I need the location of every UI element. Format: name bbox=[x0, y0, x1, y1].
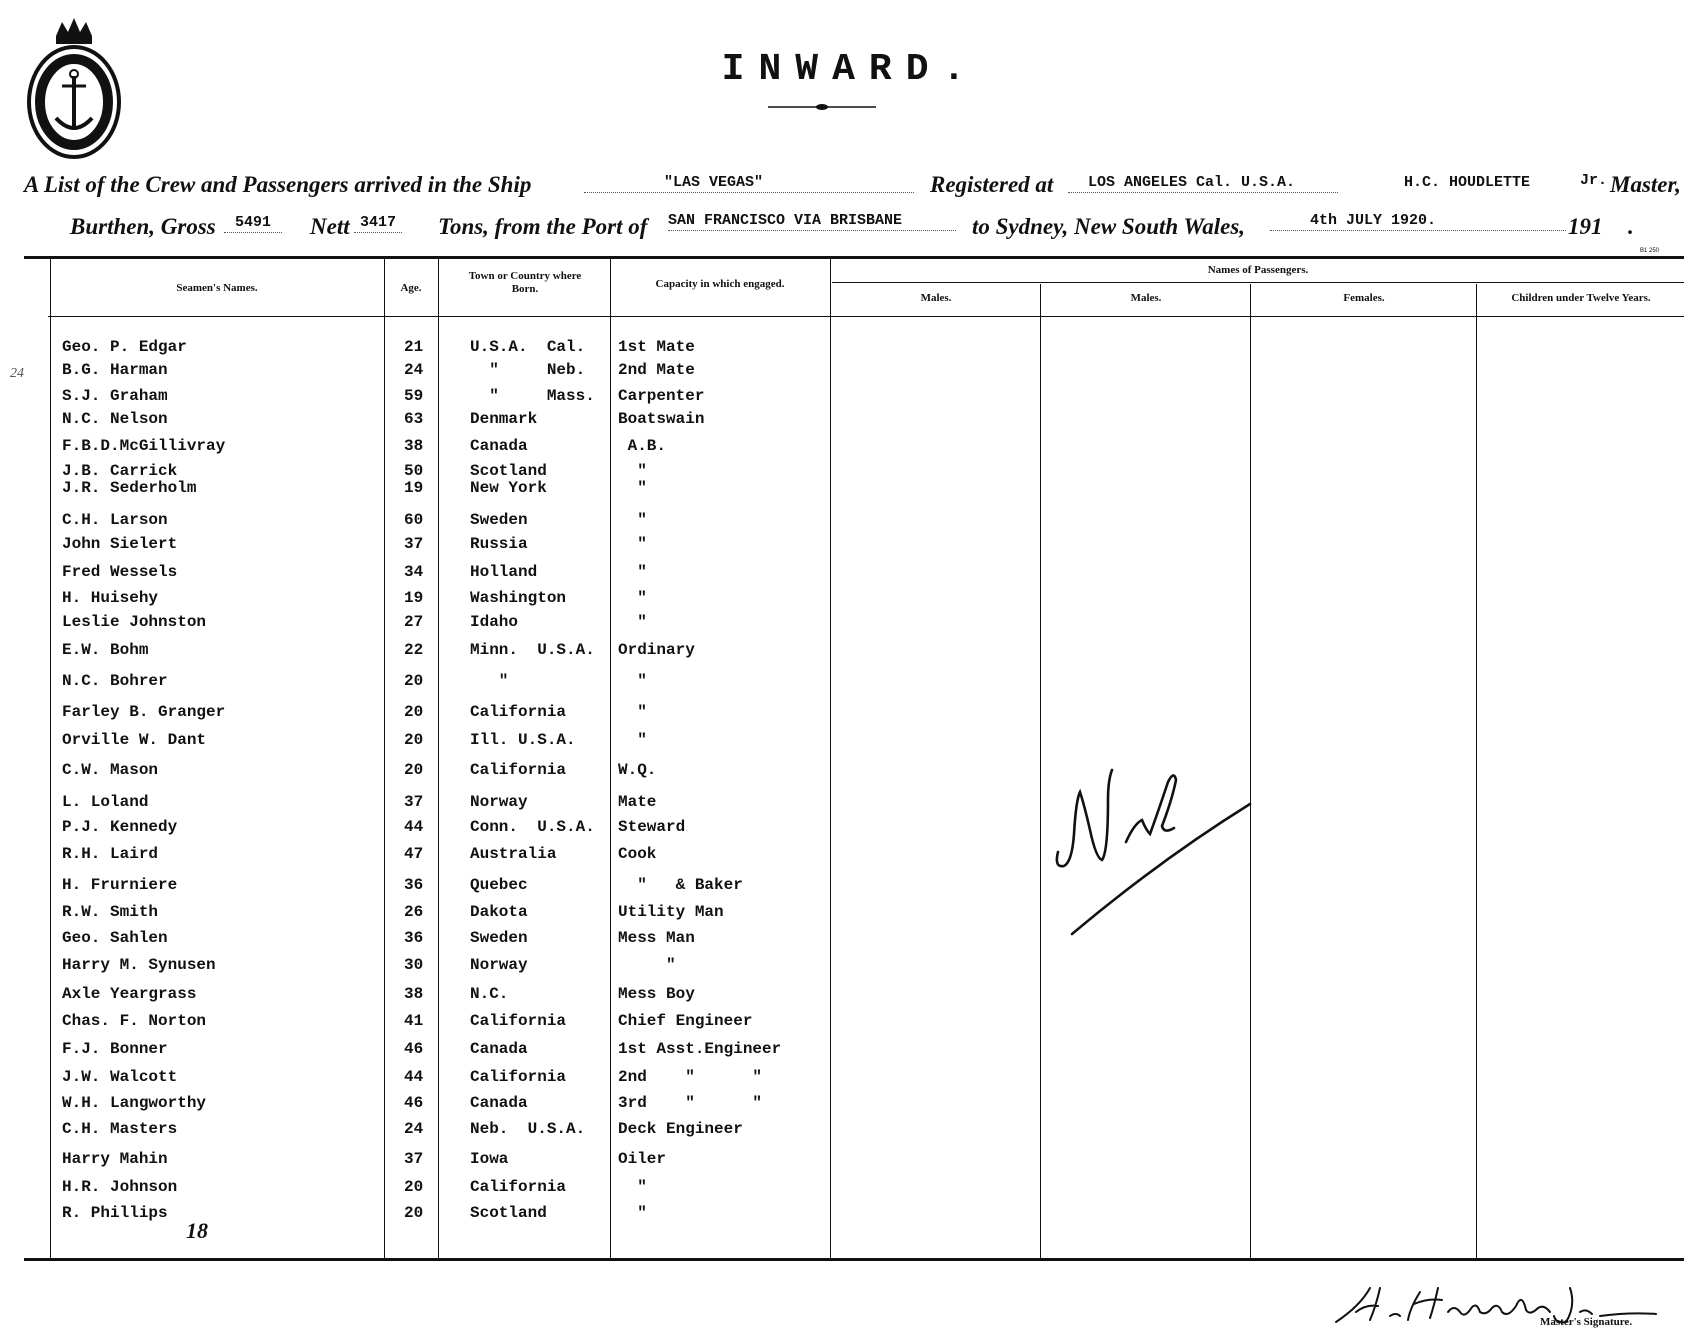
nil-passengers-handwriting bbox=[1050, 760, 1260, 940]
column-divider bbox=[610, 258, 611, 1258]
col-females: Females. bbox=[1343, 292, 1385, 304]
crew-capacity: " bbox=[618, 1178, 647, 1196]
crew-capacity: Oiler bbox=[618, 1150, 667, 1168]
crew-capacity: " bbox=[618, 731, 647, 749]
list-label: A List of the Crew and Passengers arrived in the Ship bbox=[24, 172, 532, 197]
crew-capacity: Mess Boy bbox=[618, 985, 695, 1003]
crew-age: 37 bbox=[404, 1150, 424, 1168]
crew-age: 36 bbox=[404, 929, 424, 947]
crew-capacity: Boatswain bbox=[618, 410, 705, 428]
tons-label: Tons, from the Port of bbox=[438, 214, 648, 239]
crew-birthplace: Idaho bbox=[470, 613, 519, 631]
crew-capacity: Utility Man bbox=[618, 903, 724, 921]
col-age: Age. bbox=[400, 282, 422, 294]
column-divider bbox=[1476, 284, 1477, 1258]
crew-age: 19 bbox=[404, 479, 424, 497]
crew-capacity: " bbox=[618, 672, 647, 690]
crew-age: 38 bbox=[404, 437, 424, 455]
crew-birthplace: N.C. bbox=[470, 985, 509, 1003]
form-number: B1 250 bbox=[1640, 248, 1660, 254]
crew-name: H.R. Johnson bbox=[62, 1178, 178, 1196]
title-ornament-rule bbox=[768, 102, 876, 112]
crew-capacity: " bbox=[618, 703, 647, 721]
crew-name: F.J. Bonner bbox=[62, 1040, 168, 1058]
crew-capacity: 2nd Mate bbox=[618, 361, 695, 379]
master-suffix: Jr. bbox=[1580, 172, 1608, 189]
crew-capacity: W.Q. bbox=[618, 761, 657, 779]
crew-birthplace: California bbox=[470, 1012, 567, 1030]
crew-name: Chas. F. Norton bbox=[62, 1012, 207, 1030]
crew-birthplace: Canada bbox=[470, 437, 528, 455]
crew-birthplace: Minn. U.S.A. bbox=[470, 641, 595, 659]
crew-birthplace: Dakota bbox=[470, 903, 528, 921]
crew-birthplace: Canada bbox=[470, 1094, 528, 1112]
column-divider bbox=[384, 258, 385, 1258]
master-name: H.C. HOUDLETTE bbox=[1404, 174, 1531, 191]
crew-capacity: Deck Engineer bbox=[618, 1120, 743, 1138]
crew-capacity: " bbox=[618, 589, 647, 607]
crew-name: N.C. Bohrer bbox=[62, 672, 168, 690]
crew-capacity: " bbox=[618, 563, 647, 581]
crew-age: 26 bbox=[404, 903, 424, 921]
crew-capacity: " bbox=[618, 1204, 647, 1222]
crew-age: 30 bbox=[404, 956, 424, 974]
crew-age: 20 bbox=[404, 672, 424, 690]
crew-age: 34 bbox=[404, 563, 424, 581]
crew-age: 22 bbox=[404, 641, 424, 659]
crew-capacity: Cook bbox=[618, 845, 657, 863]
crew-birthplace: Sweden bbox=[470, 511, 528, 529]
table-bottom-rule bbox=[24, 1258, 1684, 1261]
column-divider bbox=[50, 258, 51, 1258]
gross-tons: 5491 bbox=[224, 214, 282, 233]
crew-birthplace: Australia bbox=[470, 845, 557, 863]
crew-birthplace: California bbox=[470, 761, 567, 779]
crew-name: L. Loland bbox=[62, 793, 149, 811]
col-seamens-names: Seamen's Names. bbox=[176, 282, 258, 294]
crew-birthplace: " Mass. bbox=[470, 387, 595, 405]
crew-age: 20 bbox=[404, 1178, 424, 1196]
to-label: to Sydney, New South Wales, bbox=[972, 214, 1246, 239]
crew-age: 24 bbox=[404, 1120, 424, 1138]
crew-age: 59 bbox=[404, 387, 424, 405]
crew-capacity: " bbox=[618, 462, 647, 480]
crew-capacity: 1st Asst.Engineer bbox=[618, 1040, 782, 1058]
crew-age: 37 bbox=[404, 793, 424, 811]
column-divider bbox=[1040, 284, 1041, 1258]
crew-birthplace: California bbox=[470, 1068, 567, 1086]
crew-name: R.W. Smith bbox=[62, 903, 159, 921]
crew-name: H. Huisehy bbox=[62, 589, 159, 607]
crew-name: E.W. Bohm bbox=[62, 641, 149, 659]
crew-birthplace: Russia bbox=[470, 535, 528, 553]
crew-birthplace: " bbox=[470, 672, 509, 690]
crew-name: Farley B. Granger bbox=[62, 703, 226, 721]
crew-name: S.J. Graham bbox=[62, 387, 168, 405]
crew-name: C.W. Mason bbox=[62, 761, 159, 779]
crew-capacity: Ordinary bbox=[618, 641, 695, 659]
crew-age: 19 bbox=[404, 589, 424, 607]
crew-name: Harry M. Synusen bbox=[62, 956, 216, 974]
year-prefix: 191 bbox=[1568, 214, 1603, 239]
registered-at-field: LOS ANGELES Cal. U.S.A. bbox=[1068, 174, 1338, 193]
crew-capacity: " bbox=[618, 511, 647, 529]
crew-age: 27 bbox=[404, 613, 424, 631]
crew-capacity: " bbox=[618, 613, 647, 631]
crew-capacity: " & Baker bbox=[618, 876, 743, 894]
crew-capacity: Steward bbox=[618, 818, 686, 836]
crew-birthplace: Norway bbox=[470, 956, 528, 974]
crew-birthplace: Sweden bbox=[470, 929, 528, 947]
crew-name: C.H. Masters bbox=[62, 1120, 178, 1138]
crew-name: Geo. Sahlen bbox=[62, 929, 168, 947]
crew-name: Leslie Johnston bbox=[62, 613, 207, 631]
crew-age: 41 bbox=[404, 1012, 424, 1030]
crew-age: 44 bbox=[404, 1068, 424, 1086]
crew-capacity: 1st Mate bbox=[618, 338, 695, 356]
crew-name: R. Phillips bbox=[62, 1204, 168, 1222]
crew-age: 47 bbox=[404, 845, 424, 863]
crew-name: Geo. P. Edgar bbox=[62, 338, 187, 356]
crew-age: 63 bbox=[404, 410, 424, 428]
crew-capacity: 2nd " " bbox=[618, 1068, 763, 1086]
crew-age: 20 bbox=[404, 703, 424, 721]
crew-birthplace: Denmark bbox=[470, 410, 538, 428]
table-header-rule bbox=[48, 316, 1684, 317]
crew-name: Orville W. Dant bbox=[62, 731, 207, 749]
crew-birthplace: Norway bbox=[470, 793, 528, 811]
crew-birthplace: Conn. U.S.A. bbox=[470, 818, 595, 836]
table-top-rule bbox=[24, 256, 1684, 259]
master-label: Master, bbox=[1610, 172, 1681, 197]
crew-age: 36 bbox=[404, 876, 424, 894]
crew-name: H. Frurniere bbox=[62, 876, 178, 894]
column-divider bbox=[438, 258, 439, 1258]
crew-name: J.W. Walcott bbox=[62, 1068, 178, 1086]
crew-birthplace: Scotland bbox=[470, 1204, 547, 1222]
crew-capacity: Mate bbox=[618, 793, 657, 811]
crew-age: 38 bbox=[404, 985, 424, 1003]
col-children: Children under Twelve Years. bbox=[1511, 292, 1651, 304]
nett-tons: 3417 bbox=[354, 214, 402, 233]
crew-capacity: 3rd " " bbox=[618, 1094, 763, 1112]
crew-name: C.H. Larson bbox=[62, 511, 168, 529]
column-divider bbox=[830, 258, 831, 1258]
year-dot: . bbox=[1628, 214, 1634, 239]
crew-birthplace: Scotland bbox=[470, 462, 547, 480]
crew-age: 46 bbox=[404, 1040, 424, 1058]
crew-age: 20 bbox=[404, 761, 424, 779]
crew-age: 20 bbox=[404, 731, 424, 749]
date-field: 4th JULY 1920. bbox=[1270, 212, 1566, 231]
crew-birthplace: Neb. U.S.A. bbox=[470, 1120, 586, 1138]
crew-birthplace: California bbox=[470, 703, 567, 721]
crew-birthplace: Canada bbox=[470, 1040, 528, 1058]
crew-birthplace: California bbox=[470, 1178, 567, 1196]
crew-capacity: Chief Engineer bbox=[618, 1012, 753, 1030]
crew-capacity: Carpenter bbox=[618, 387, 705, 405]
crew-birthplace: Iowa bbox=[470, 1150, 509, 1168]
margin-note: 24 bbox=[10, 366, 24, 381]
burthen-label: Burthen, Gross bbox=[70, 214, 216, 239]
crew-age: 20 bbox=[404, 1204, 424, 1222]
crew-age: 60 bbox=[404, 511, 424, 529]
registered-label: Registered at bbox=[930, 172, 1054, 197]
crew-age: 44 bbox=[404, 818, 424, 836]
crew-birthplace: Ill. U.S.A. bbox=[470, 731, 576, 749]
col-born: Town or Country where Born. bbox=[468, 270, 582, 295]
crew-birthplace: New York bbox=[470, 479, 547, 497]
crew-name: B.G. Harman bbox=[62, 361, 168, 379]
crew-age: 46 bbox=[404, 1094, 424, 1112]
col-capacity: Capacity in which engaged. bbox=[655, 278, 785, 290]
ship-name-field: "LAS VEGAS" bbox=[584, 174, 914, 193]
crew-name: J.B. Carrick bbox=[62, 462, 178, 480]
crew-capacity: " bbox=[618, 535, 647, 553]
crew-name: F.B.D.McGillivray bbox=[62, 437, 226, 455]
crew-name: P.J. Kennedy bbox=[62, 818, 178, 836]
col-males-1: Males. bbox=[920, 292, 952, 304]
crew-birthplace: U.S.A. Cal. bbox=[470, 338, 586, 356]
crew-capacity: " bbox=[618, 479, 647, 497]
port-from: SAN FRANCISCO VIA BRISBANE bbox=[668, 212, 956, 231]
crew-name: John Sielert bbox=[62, 535, 178, 553]
crew-birthplace: Holland bbox=[470, 563, 538, 581]
crew-capacity: Mess Man bbox=[618, 929, 695, 947]
passengers-subhead-rule bbox=[832, 282, 1684, 283]
crew-birthplace: Washington bbox=[470, 589, 567, 607]
crew-name: Harry Mahin bbox=[62, 1150, 168, 1168]
signature-label: Master's Signature. bbox=[1540, 1316, 1633, 1328]
crew-birthplace: " Neb. bbox=[470, 361, 586, 379]
crew-name: J.R. Sederholm bbox=[62, 479, 197, 497]
handwritten-initials: 18 bbox=[186, 1218, 208, 1243]
crew-name: N.C. Nelson bbox=[62, 410, 168, 428]
crew-age: 37 bbox=[404, 535, 424, 553]
crew-birthplace: Quebec bbox=[470, 876, 528, 894]
nett-label: Nett bbox=[310, 214, 350, 239]
crew-age: 50 bbox=[404, 462, 424, 480]
crew-name: W.H. Langworthy bbox=[62, 1094, 207, 1112]
crew-capacity: " bbox=[618, 956, 676, 974]
crew-capacity: A.B. bbox=[618, 437, 667, 455]
crew-name: R.H. Laird bbox=[62, 845, 159, 863]
col-males-2: Males. bbox=[1130, 292, 1162, 304]
document-title: INWARD. bbox=[721, 48, 980, 91]
col-passengers: Names of Passengers. bbox=[1207, 264, 1309, 276]
crew-name: Fred Wessels bbox=[62, 563, 178, 581]
crew-age: 21 bbox=[404, 338, 424, 356]
crew-age: 24 bbox=[404, 361, 424, 379]
crew-name: Axle Yeargrass bbox=[62, 985, 197, 1003]
